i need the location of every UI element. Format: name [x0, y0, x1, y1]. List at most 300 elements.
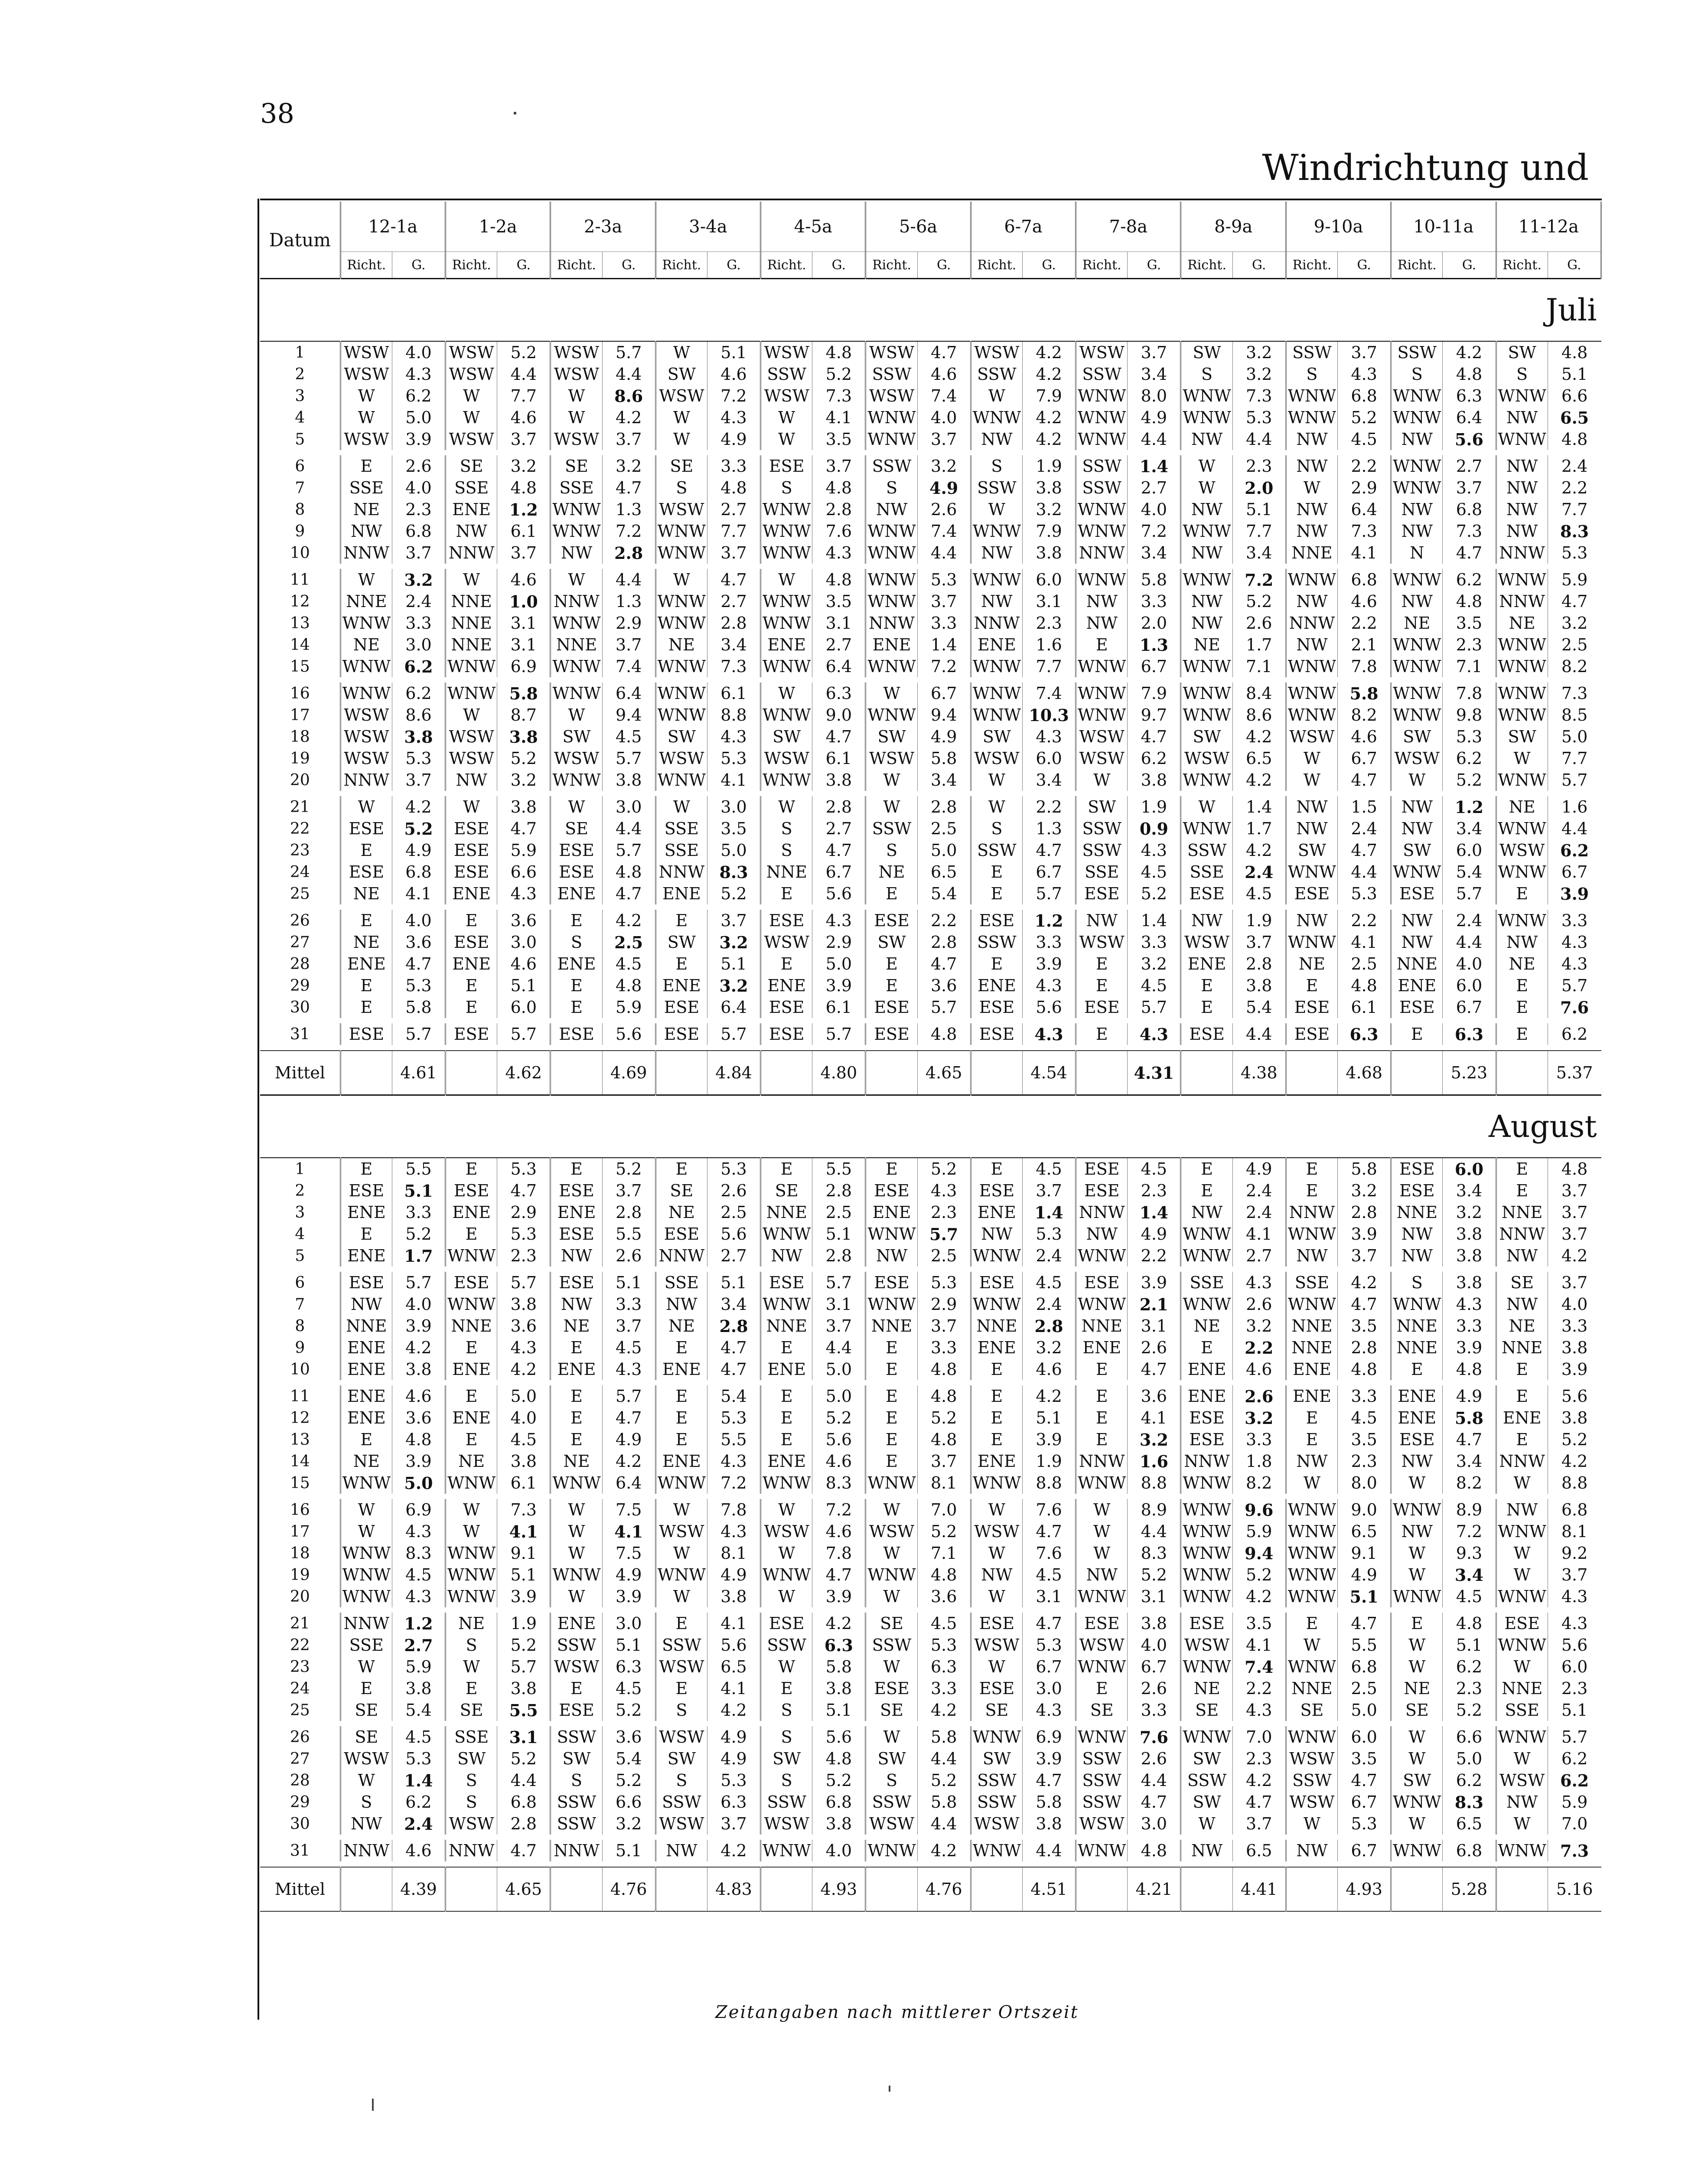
speed-cell: 6.2 — [392, 1791, 445, 1813]
mittel-value: 4.65 — [497, 1867, 551, 1911]
direction-cell: W — [446, 385, 497, 407]
speed-cell: 2.1 — [1337, 634, 1391, 656]
direction-cell: SE — [1286, 1699, 1337, 1721]
direction-cell: S — [1286, 363, 1337, 385]
direction-cell: ENE — [971, 975, 1022, 996]
direction-cell: NW — [551, 1293, 602, 1315]
direction-cell: ENE — [655, 1358, 707, 1380]
speed-cell: 2.7 — [707, 1245, 760, 1267]
speed-cell: 1.0 — [497, 591, 551, 612]
speed-cell: 3.2 — [1232, 1407, 1286, 1429]
table-row — [260, 1245, 1601, 1267]
direction-cell: NNE — [1496, 1337, 1548, 1358]
speed-cell: 2.1 — [1128, 1293, 1181, 1315]
group-spacer-cell — [260, 904, 1601, 910]
direction-cell: S — [761, 818, 812, 839]
direction-cell: ESE — [1286, 883, 1337, 904]
speed-cell: 1.3 — [1022, 818, 1076, 839]
direction-cell: W — [971, 1499, 1022, 1521]
direction-cell: E — [1181, 996, 1232, 1018]
table-row — [260, 1337, 1601, 1358]
speed-cell: 3.3 — [1128, 1699, 1181, 1721]
direction-cell: ENE — [971, 1202, 1022, 1223]
speed-cell: 4.1 — [1232, 1223, 1286, 1245]
direction-cell: WSW — [971, 341, 1022, 363]
direction-cell: E — [971, 1385, 1022, 1407]
speed-cell: 2.7 — [707, 499, 760, 520]
direction-cell: WNW — [655, 591, 707, 612]
speed-cell: 4.7 — [1022, 1521, 1076, 1542]
direction-cell: WNW — [1076, 1586, 1128, 1607]
speed-cell: 8.6 — [602, 385, 655, 407]
table-row — [260, 499, 1601, 520]
direction-cell: SW — [761, 1748, 812, 1770]
direction-cell: W — [971, 796, 1022, 818]
direction-cell: NNE — [340, 591, 392, 612]
subheader-row — [260, 252, 1601, 279]
direction-cell: SSE — [551, 477, 602, 499]
speed-cell: 3.8 — [1232, 975, 1286, 996]
direction-cell: WNW — [1496, 1840, 1548, 1861]
direction-cell: SE — [866, 1699, 917, 1721]
direction-cell: WSW — [866, 748, 917, 769]
direction-cell: SE — [1496, 1272, 1548, 1293]
direction-cell: ESE — [1181, 1023, 1232, 1045]
speed-cell: 6.0 — [497, 996, 551, 1018]
direction-cell: SE — [1181, 1699, 1232, 1721]
speed-cell: 3.2 — [497, 455, 551, 477]
direction-cell: E — [1496, 996, 1548, 1018]
direction-cell: SSW — [655, 1634, 707, 1656]
direction-cell: WNW — [1496, 1634, 1548, 1656]
direction-cell: WNW — [866, 1293, 917, 1315]
speed-cell: 4.3 — [707, 1450, 760, 1472]
speed-cell: 3.2 — [602, 455, 655, 477]
hour-header: 1-2a — [446, 202, 551, 252]
group-spacer — [260, 1018, 1601, 1023]
direction-cell: WNW — [1181, 1586, 1232, 1607]
speed-cell: 3.7 — [1232, 1813, 1286, 1835]
direction-cell: ESE — [761, 1613, 812, 1634]
speed-cell: 4.7 — [812, 726, 866, 748]
direction-cell: E — [866, 1358, 917, 1380]
direction-cell: WNW — [866, 656, 917, 677]
speed-cell: 6.4 — [602, 682, 655, 704]
speed-cell: 3.6 — [917, 1586, 971, 1607]
direction-cell: ESE — [1076, 1158, 1128, 1180]
speed-cell: 5.3 — [1337, 1813, 1391, 1835]
direction-cell: W — [551, 1586, 602, 1607]
table-row — [260, 796, 1601, 818]
speed-cell: 3.8 — [1443, 1245, 1496, 1267]
speed-cell: 4.4 — [1128, 428, 1181, 450]
speed-cell: 2.3 — [392, 499, 445, 520]
direction-cell: W — [761, 407, 812, 428]
direction-cell: W — [1391, 1472, 1443, 1494]
speed-cell: 5.3 — [707, 1158, 760, 1180]
direction-cell: NW — [1496, 455, 1548, 477]
speed-cell: 2.4 — [1337, 818, 1391, 839]
speed-cell: 2.7 — [812, 818, 866, 839]
direction-cell: E — [446, 1158, 497, 1180]
direction-cell: NW — [971, 428, 1022, 450]
speed-cell: 6.8 — [1337, 569, 1391, 591]
direction-cell: W — [1391, 1748, 1443, 1770]
day-cell: 28 — [290, 955, 310, 973]
speed-cell: 3.7 — [1337, 341, 1391, 363]
direction-cell: E — [971, 1358, 1022, 1380]
speed-cell: 2.4 — [1022, 1293, 1076, 1315]
speed-cell: 5.2 — [497, 1748, 551, 1770]
mittel-empty-cell — [446, 1867, 497, 1911]
speed-cell: 3.2 — [707, 931, 760, 953]
direction-cell: NW — [1076, 910, 1128, 931]
direction-cell: WNW — [866, 520, 917, 542]
direction-cell: ENE — [551, 1202, 602, 1223]
table-row — [260, 1293, 1601, 1315]
direction-cell: ENE — [551, 953, 602, 975]
table-row — [260, 1521, 1601, 1542]
speed-cell: 5.2 — [1232, 1564, 1286, 1586]
table-row — [260, 883, 1601, 904]
speed-cell: 6.0 — [1548, 1656, 1601, 1678]
direction-cell: E — [1181, 1158, 1232, 1180]
speed-cell: 4.0 — [392, 910, 445, 931]
group-spacer — [260, 1861, 1601, 1867]
direction-cell: NW — [971, 542, 1022, 564]
speed-cell: 6.1 — [812, 748, 866, 769]
direction-cell: E — [340, 975, 392, 996]
direction-cell: WNW — [866, 591, 917, 612]
direction-cell: NE — [446, 1450, 497, 1472]
speed-cell: 2.3 — [497, 1245, 551, 1267]
speed-cell: 2.8 — [812, 796, 866, 818]
day-cell: 20 — [290, 771, 310, 789]
direction-cell: E — [340, 1158, 392, 1180]
direction-cell: E — [1286, 975, 1337, 996]
speed-cell: 2.2 — [1232, 1337, 1286, 1358]
speed-cell: 6.7 — [917, 682, 971, 704]
direction-cell: NW — [866, 1245, 917, 1267]
direction-cell: WNW — [1391, 704, 1443, 726]
speed-cell: 1.9 — [1128, 796, 1181, 818]
speed-cell: 3.6 — [497, 910, 551, 931]
direction-cell: SW — [866, 1748, 917, 1770]
direction-cell: NE — [340, 634, 392, 656]
direction-cell: WNW — [1076, 385, 1128, 407]
day-cell: 30 — [290, 998, 310, 1016]
speed-cell: 7.3 — [1337, 520, 1391, 542]
direction-cell: SSW — [1076, 818, 1128, 839]
direction-cell: ESE — [761, 1023, 812, 1045]
table-row — [260, 363, 1601, 385]
hour-header: 12-1a — [340, 202, 445, 252]
speed-cell: 5.1 — [497, 975, 551, 996]
table-row — [260, 1840, 1601, 1861]
direction-cell: ESE — [761, 1272, 812, 1293]
mittel-empty-cell — [655, 1867, 707, 1911]
speed-cell: 2.8 — [707, 612, 760, 634]
direction-cell: WNW — [761, 542, 812, 564]
direction-cell: NNE — [446, 591, 497, 612]
group-spacer — [260, 1380, 1601, 1385]
day-cell: 22 — [290, 820, 310, 838]
direction-cell: E — [655, 953, 707, 975]
speed-cell: 4.7 — [707, 1337, 760, 1358]
direction-cell: WNW — [1286, 1499, 1337, 1521]
speed-cell: 4.1 — [707, 1678, 760, 1699]
footer-note: Zeitangaben nach mittlerer Ortszeit — [715, 2002, 1079, 2022]
direction-cell: W — [761, 1499, 812, 1521]
direction-cell: WNW — [761, 499, 812, 520]
speed-cell: 4.7 — [602, 1407, 655, 1429]
speed-cell: 3.0 — [1128, 1813, 1181, 1835]
speed-cell: 7.2 — [1443, 1521, 1496, 1542]
speed-cell: 2.9 — [602, 612, 655, 634]
direction-cell: WNW — [1391, 407, 1443, 428]
direction-cell: WNW — [1181, 769, 1232, 791]
table-row — [260, 818, 1601, 839]
speed-cell: 3.7 — [1443, 477, 1496, 499]
speed-cell: 3.0 — [602, 1613, 655, 1634]
direction-cell: WNW — [866, 1564, 917, 1586]
direction-cell: SE — [446, 455, 497, 477]
table-row — [260, 996, 1601, 1018]
day-cell: 9 — [295, 1339, 305, 1357]
direction-cell: ENE — [340, 1337, 392, 1358]
speed-cell: 3.9 — [1337, 1223, 1391, 1245]
page-title: Windrichtung und — [1262, 147, 1589, 189]
speed-cell: 5.1 — [602, 1272, 655, 1293]
speed-cell: 4.4 — [917, 542, 971, 564]
speed-cell: 5.2 — [1232, 591, 1286, 612]
direction-cell: W — [866, 796, 917, 818]
speed-cell: 5.8 — [1337, 682, 1391, 704]
table-row — [260, 953, 1601, 975]
speed-subheader: G. — [812, 252, 866, 279]
speed-cell: 4.5 — [1022, 1564, 1076, 1586]
direction-cell: WNW — [1286, 1293, 1337, 1315]
mittel-value: 4.65 — [917, 1051, 971, 1095]
direction-cell: WNW — [1391, 1499, 1443, 1521]
direction-cell: WNW — [761, 1293, 812, 1315]
speed-cell: 4.1 — [1232, 1634, 1286, 1656]
direction-cell: ENE — [446, 499, 497, 520]
speed-cell: 4.1 — [1337, 931, 1391, 953]
direction-cell: ENE — [1391, 975, 1443, 996]
speed-cell: 9.3 — [1443, 1542, 1496, 1564]
speed-cell: 5.1 — [707, 953, 760, 975]
direction-cell: ENE — [551, 1613, 602, 1634]
table-row — [260, 1315, 1601, 1337]
direction-cell: W — [1076, 1542, 1128, 1564]
speed-cell: 4.7 — [602, 883, 655, 904]
speed-cell: 3.7 — [707, 910, 760, 931]
day-cell: 8 — [295, 1317, 305, 1335]
direction-cell: SSW — [1076, 1770, 1128, 1791]
speed-cell: 4.7 — [1128, 1358, 1181, 1380]
direction-cell: SW — [1496, 726, 1548, 748]
table-row — [260, 385, 1601, 407]
speed-cell: 4.3 — [392, 1586, 445, 1607]
direction-cell: WNW — [1496, 818, 1548, 839]
direction-cell: ESE — [551, 839, 602, 861]
direction-cell: E — [761, 1385, 812, 1407]
direction-cell: E — [655, 1337, 707, 1358]
speed-cell: 6.0 — [1443, 839, 1496, 861]
direction-cell: ESE — [1391, 883, 1443, 904]
speed-cell: 6.3 — [707, 1791, 760, 1813]
direction-cell: NW — [1076, 1564, 1128, 1586]
speed-cell: 3.0 — [707, 796, 760, 818]
direction-cell: WNW — [1496, 1586, 1548, 1607]
direction-cell: NE — [655, 1315, 707, 1337]
direction-cell: W — [761, 682, 812, 704]
speed-cell: 3.3 — [1337, 1385, 1391, 1407]
speed-cell: 5.8 — [1022, 1791, 1076, 1813]
direction-cell: E — [1181, 1180, 1232, 1202]
day-cell: 24 — [290, 1679, 310, 1698]
speed-cell: 1.4 — [1128, 910, 1181, 931]
speed-cell: 1.6 — [1022, 634, 1076, 656]
direction-cell: ESE — [1076, 1272, 1128, 1293]
direction-cell: ESE — [340, 861, 392, 883]
direction-cell: W — [971, 1656, 1022, 1678]
speed-cell: 3.4 — [1443, 1450, 1496, 1472]
direction-cell: E — [761, 883, 812, 904]
table-row — [260, 341, 1601, 363]
direction-cell: WSW — [655, 499, 707, 520]
speed-cell: 3.8 — [1022, 542, 1076, 564]
month-row — [260, 1095, 1601, 1158]
speed-cell: 4.2 — [1232, 1770, 1286, 1791]
speed-cell: 4.6 — [812, 1450, 866, 1472]
hour-header: 9-10a — [1286, 202, 1391, 252]
table-row — [260, 726, 1601, 748]
speed-cell: 3.8 — [497, 1293, 551, 1315]
speed-cell: 5.2 — [497, 341, 551, 363]
direction-cell: NW — [551, 1245, 602, 1267]
direction-cell: WNW — [1181, 1726, 1232, 1748]
direction-cell: WNW — [655, 1564, 707, 1586]
direction-cell: WNW — [761, 1840, 812, 1861]
speed-cell: 7.3 — [812, 385, 866, 407]
speed-cell: 4.1 — [1128, 1407, 1181, 1429]
speed-cell: 5.1 — [707, 1272, 760, 1293]
speed-cell: 4.9 — [602, 1429, 655, 1450]
speed-cell: 7.1 — [1232, 656, 1286, 677]
speed-cell: 8.8 — [1128, 1472, 1181, 1494]
group-spacer-cell — [260, 1861, 1601, 1867]
direction-cell: NE — [1496, 1315, 1548, 1337]
direction-cell: WSW — [446, 1813, 497, 1835]
speed-cell: 3.1 — [497, 1726, 551, 1748]
direction-cell: ESE — [340, 1180, 392, 1202]
speed-cell: 3.5 — [1337, 1429, 1391, 1450]
left-margin-rule — [258, 199, 259, 2020]
mittel-value: 4.83 — [707, 1867, 760, 1911]
direction-cell: NNE — [446, 612, 497, 634]
direction-cell: ESE — [1391, 1429, 1443, 1450]
direction-cell: W — [551, 385, 602, 407]
speed-cell: 4.5 — [602, 1678, 655, 1699]
speed-cell: 3.7 — [1232, 931, 1286, 953]
speed-cell: 6.1 — [707, 682, 760, 704]
direction-cell: E — [1286, 1429, 1337, 1450]
speed-cell: 9.8 — [1443, 704, 1496, 726]
direction-cell: NE — [340, 499, 392, 520]
direction-cell: SSE — [340, 477, 392, 499]
direction-cell: WSW — [340, 1748, 392, 1770]
direction-cell: WSW — [655, 1521, 707, 1542]
speed-cell: 3.9 — [392, 428, 445, 450]
speed-cell: 9.2 — [1548, 1542, 1601, 1564]
speed-cell: 2.5 — [917, 1245, 971, 1267]
direction-cell: ENE — [340, 1245, 392, 1267]
direction-cell: S — [1181, 363, 1232, 385]
speed-cell: 6.9 — [1022, 1726, 1076, 1748]
speed-cell: 3.9 — [602, 1586, 655, 1607]
direction-cell: ENE — [761, 634, 812, 656]
direction-cell: E — [866, 883, 917, 904]
direction-cell: E — [446, 1337, 497, 1358]
direction-cell: NNW — [655, 1245, 707, 1267]
group-spacer — [260, 1607, 1601, 1613]
day-cell: 3 — [295, 387, 305, 405]
speed-cell: 3.3 — [1443, 1315, 1496, 1337]
direction-cell: NW — [1286, 634, 1337, 656]
mittel-value: 5.37 — [1548, 1051, 1601, 1095]
direction-cell: E — [446, 1223, 497, 1245]
direction-cell: WNW — [866, 428, 917, 450]
day-cell: 9 — [295, 522, 305, 540]
direction-cell: E — [340, 1223, 392, 1245]
speed-cell: 5.1 — [707, 341, 760, 363]
speed-cell: 4.7 — [1337, 769, 1391, 791]
speed-cell: 4.8 — [812, 569, 866, 591]
direction-cell: N — [1391, 542, 1443, 564]
speed-cell: 5.3 — [707, 1407, 760, 1429]
speed-cell: 6.5 — [1337, 1521, 1391, 1542]
speed-cell: 4.1 — [812, 407, 866, 428]
speed-cell: 2.2 — [1337, 455, 1391, 477]
speed-cell: 1.3 — [1128, 634, 1181, 656]
direction-cell: NNW — [1076, 542, 1128, 564]
speed-cell: 3.1 — [812, 1293, 866, 1315]
speed-cell: 1.9 — [1232, 910, 1286, 931]
direction-cell: ENE — [340, 1358, 392, 1380]
speed-cell: 1.7 — [392, 1245, 445, 1267]
direction-cell: W — [655, 1542, 707, 1564]
speed-cell: 4.8 — [917, 1564, 971, 1586]
speed-cell: 5.5 — [707, 1429, 760, 1450]
direction-cell: W — [1181, 1813, 1232, 1835]
direction-cell: ESE — [971, 1180, 1022, 1202]
speed-cell: 2.3 — [1443, 634, 1496, 656]
speed-cell: 2.5 — [1337, 1678, 1391, 1699]
speed-cell: 3.5 — [707, 818, 760, 839]
day-cell: 25 — [290, 885, 310, 903]
direction-cell: ENE — [761, 1450, 812, 1472]
mittel-value: 4.39 — [392, 1867, 445, 1911]
direction-cell: WNW — [551, 769, 602, 791]
direction-cell: ESE — [1181, 883, 1232, 904]
speed-cell: 6.7 — [1443, 996, 1496, 1018]
speed-cell: 4.6 — [497, 407, 551, 428]
speed-cell: 3.9 — [1128, 1272, 1181, 1293]
speed-cell: 5.7 — [917, 1223, 971, 1245]
speed-cell: 5.7 — [1548, 769, 1601, 791]
